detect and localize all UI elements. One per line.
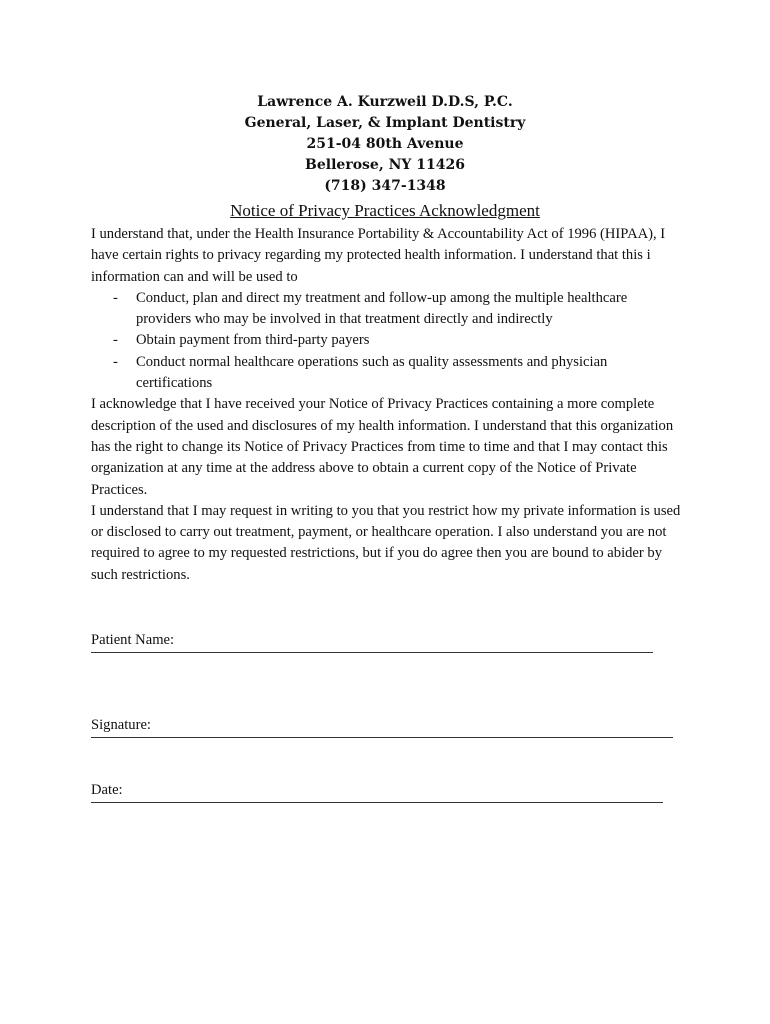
signature-label: Signature: xyxy=(91,717,151,733)
document-body xyxy=(91,224,681,586)
bullet-marker: - xyxy=(113,353,118,370)
phone-number: (718) 347-1348 xyxy=(324,178,446,194)
patient-name-field[interactable] xyxy=(91,652,653,653)
intro-paragraph: I understand that, under the Health Insurance Portability & Accountability Act of 1996 (HIPAA), I have certain rights to privacy regarding my protected health information. I understand that this i information can and will be used to xyxy=(91,226,666,285)
patient-name-label: Patient Name: xyxy=(91,632,175,648)
list-item xyxy=(91,352,681,395)
list-item xyxy=(91,288,681,331)
letterhead xyxy=(0,92,770,197)
date-label: Date: xyxy=(91,782,123,798)
acknowledgment-paragraph: I acknowledge that I have received your Notice of Privacy Practices containing a more complete description of the used and disclosures of my health information. I understand that this organization has the right to change its Notice of Privacy Practices from time to time and that I may contact this organization at any time at the address above to obtain a current copy of the Notice of Private Practices. xyxy=(91,396,674,498)
practice-specialty: General, Laser, & Implant Dentistry xyxy=(244,115,526,131)
bullet-marker: - xyxy=(113,289,118,306)
restriction-paragraph: I understand that I may request in writing to you that you restrict how my private information is used or disclosed to carry out treatment, payment, or healthcare operation. I also understand you are not required to agree to my requested restrictions, but if you do agree then you are bound to abider by such restrictions. xyxy=(91,502,681,583)
date-field[interactable] xyxy=(91,802,663,803)
address-city: Bellerose, NY 11426 xyxy=(305,157,465,173)
list-item xyxy=(91,330,681,351)
practice-name: Lawrence A. Kurzweil D.D.S, P.C. xyxy=(257,94,513,110)
usage-list xyxy=(91,288,681,394)
list-item-text: Obtain payment from third-party payers xyxy=(136,332,370,349)
address-street: 251-04 80th Avenue xyxy=(306,136,464,152)
signature-field[interactable] xyxy=(91,737,673,738)
document-title: Notice of Privacy Practices Acknowledgment xyxy=(230,201,540,220)
bullet-marker: - xyxy=(113,332,118,349)
list-item-text: Conduct normal healthcare operations such as quality assessments and physician certifications xyxy=(136,353,608,392)
list-item-text: Conduct, plan and direct my treatment and follow-up among the multiple healthcare providers who may be involved in that treatment directly and indirectly xyxy=(136,289,628,328)
